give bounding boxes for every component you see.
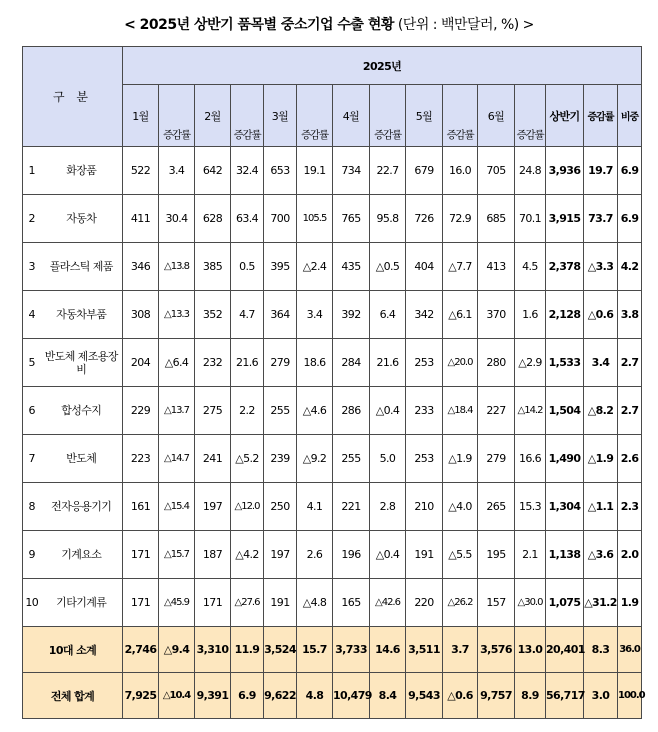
half-total-cell: 1,304 — [546, 483, 584, 531]
value-cell: 413 — [478, 243, 515, 291]
value-cell: 7,925 — [123, 673, 159, 719]
value-cell: 370 — [478, 291, 515, 339]
header-year: 2025년 — [123, 47, 642, 85]
table-title — [0, 14, 658, 34]
value-cell: 286 — [333, 387, 370, 435]
rate-cell: △10.4 — [159, 673, 195, 719]
rate-cell: △20.0 — [443, 339, 478, 387]
rate-cell: △9.2 — [297, 435, 333, 483]
value-cell: 364 — [264, 291, 297, 339]
value-cell: 279 — [478, 435, 515, 483]
header-share: 비중 — [618, 85, 642, 147]
half-total-cell: 3,936 — [546, 147, 584, 195]
summary-row — [23, 673, 642, 719]
value-cell: 232 — [195, 339, 231, 387]
half-rate-cell: 3.4 — [584, 339, 618, 387]
value-cell: 411 — [123, 195, 159, 243]
header-half: 상반기 — [546, 85, 584, 147]
value-cell: 191 — [264, 579, 297, 627]
rate-cell: △30.0 — [515, 579, 546, 627]
item-name: 플라스틱 제품 — [41, 243, 123, 291]
value-cell: 204 — [123, 339, 159, 387]
rate-cell: 21.6 — [370, 339, 406, 387]
share-cell: 4.2 — [618, 243, 642, 291]
value-cell: 157 — [478, 579, 515, 627]
value-cell: 395 — [264, 243, 297, 291]
rate-cell: 63.4 — [231, 195, 264, 243]
value-cell: 3,310 — [195, 627, 231, 673]
rate-cell: △14.7 — [159, 435, 195, 483]
half-total-cell: 1,075 — [546, 579, 584, 627]
rate-cell: 72.9 — [443, 195, 478, 243]
item-name: 반도체 — [41, 435, 123, 483]
share-cell: 6.9 — [618, 147, 642, 195]
rate-cell: 6.4 — [370, 291, 406, 339]
rate-cell: 4.8 — [297, 673, 333, 719]
value-cell: 253 — [406, 339, 443, 387]
rate-cell: 16.6 — [515, 435, 546, 483]
rate-cell: △26.2 — [443, 579, 478, 627]
table-row — [23, 243, 642, 291]
table-body — [23, 147, 645, 719]
summary-name: 전체 합계 — [23, 673, 123, 719]
rate-cell: 3.4 — [159, 147, 195, 195]
value-cell: 253 — [406, 435, 443, 483]
share-cell: 2.3 — [618, 483, 642, 531]
title-unit: (단위 : 백만달러, %) > — [397, 17, 534, 33]
row-number: 4 — [23, 291, 41, 339]
value-cell: 700 — [264, 195, 297, 243]
value-cell: 275 — [195, 387, 231, 435]
value-cell: 229 — [123, 387, 159, 435]
rate-cell: △27.6 — [231, 579, 264, 627]
table-row — [23, 339, 642, 387]
value-cell: 171 — [195, 579, 231, 627]
rate-cell: △0.4 — [370, 531, 406, 579]
rate-cell: 1.6 — [515, 291, 546, 339]
rate-cell: 15.3 — [515, 483, 546, 531]
row-number: 10 — [23, 579, 41, 627]
value-cell: 642 — [195, 147, 231, 195]
half-total-cell: 2,128 — [546, 291, 584, 339]
half-rate-cell: △8.2 — [584, 387, 618, 435]
value-cell: 9,391 — [195, 673, 231, 719]
value-cell: 171 — [123, 531, 159, 579]
rate-cell: 0.5 — [231, 243, 264, 291]
value-cell: 726 — [406, 195, 443, 243]
rate-cell: 22.7 — [370, 147, 406, 195]
header-rate: 증감률 — [370, 85, 406, 147]
half-total-cell: 2,378 — [546, 243, 584, 291]
rate-cell: 11.9 — [231, 627, 264, 673]
row-number: 9 — [23, 531, 41, 579]
half-rate-cell: △3.6 — [584, 531, 618, 579]
item-name: 자동차부품 — [41, 291, 123, 339]
header-rate: 증감률 — [231, 85, 264, 147]
value-cell: 220 — [406, 579, 443, 627]
rate-cell: △13.8 — [159, 243, 195, 291]
half-total-cell: 1,490 — [546, 435, 584, 483]
value-cell: 161 — [123, 483, 159, 531]
row-number: 7 — [23, 435, 41, 483]
value-cell: 223 — [123, 435, 159, 483]
half-rate-cell: △3.3 — [584, 243, 618, 291]
rate-cell: 2.8 — [370, 483, 406, 531]
rate-cell: △5.2 — [231, 435, 264, 483]
rate-cell: △7.7 — [443, 243, 478, 291]
share-cell: 2.7 — [618, 339, 642, 387]
value-cell: 191 — [406, 531, 443, 579]
header-rate: 증감률 — [297, 85, 333, 147]
half-total-cell: 1,533 — [546, 339, 584, 387]
table-row — [23, 387, 642, 435]
rate-cell: 8.9 — [515, 673, 546, 719]
rate-cell: △4.6 — [297, 387, 333, 435]
rate-cell: △14.2 — [515, 387, 546, 435]
rate-cell: 13.0 — [515, 627, 546, 673]
header-rate: 증감률 — [159, 85, 195, 147]
rate-cell: 16.0 — [443, 147, 478, 195]
rate-cell: △15.4 — [159, 483, 195, 531]
table-row — [23, 291, 642, 339]
rate-cell: 2.2 — [231, 387, 264, 435]
rate-cell: 95.8 — [370, 195, 406, 243]
value-cell: 2,746 — [123, 627, 159, 673]
value-cell: 171 — [123, 579, 159, 627]
rate-cell: △2.9 — [515, 339, 546, 387]
rate-cell: 105.5 — [297, 195, 333, 243]
row-number: 8 — [23, 483, 41, 531]
value-cell: 705 — [478, 147, 515, 195]
rate-cell: △12.0 — [231, 483, 264, 531]
rate-cell: 18.6 — [297, 339, 333, 387]
rate-cell: △0.5 — [370, 243, 406, 291]
value-cell: 352 — [195, 291, 231, 339]
header-month: 3월 — [264, 85, 297, 147]
value-cell: 3,511 — [406, 627, 443, 673]
share-cell: 100.0 — [618, 673, 642, 719]
rate-cell: 6.9 — [231, 673, 264, 719]
half-total-cell: 56,717 — [546, 673, 584, 719]
export-table — [22, 46, 645, 719]
rate-cell: 2.6 — [297, 531, 333, 579]
rate-cell: 14.6 — [370, 627, 406, 673]
value-cell: 10,479 — [333, 673, 370, 719]
value-cell: 342 — [406, 291, 443, 339]
value-cell: 279 — [264, 339, 297, 387]
title-main: < 2025년 상반기 품목별 중소기업 수출 현황 — [124, 17, 394, 33]
half-rate-cell: △1.1 — [584, 483, 618, 531]
rate-cell: △9.4 — [159, 627, 195, 673]
share-cell: 2.7 — [618, 387, 642, 435]
rate-cell: 30.4 — [159, 195, 195, 243]
value-cell: 284 — [333, 339, 370, 387]
half-total-cell: 20,401 — [546, 627, 584, 673]
summary-name: 10대 소계 — [23, 627, 123, 673]
half-rate-cell: 8.3 — [584, 627, 618, 673]
value-cell: 280 — [478, 339, 515, 387]
half-rate-cell: △1.9 — [584, 435, 618, 483]
table-row — [23, 531, 642, 579]
header-month: 1월 — [123, 85, 159, 147]
rate-cell: 4.7 — [231, 291, 264, 339]
rate-cell: 19.1 — [297, 147, 333, 195]
rate-cell: △13.3 — [159, 291, 195, 339]
rate-cell: △4.0 — [443, 483, 478, 531]
rate-cell: △6.1 — [443, 291, 478, 339]
share-cell: 2.6 — [618, 435, 642, 483]
value-cell: 195 — [478, 531, 515, 579]
table-row — [23, 483, 642, 531]
rate-cell: △0.4 — [370, 387, 406, 435]
rate-cell: △5.5 — [443, 531, 478, 579]
value-cell: 385 — [195, 243, 231, 291]
rate-cell: △6.4 — [159, 339, 195, 387]
value-cell: 239 — [264, 435, 297, 483]
row-number: 3 — [23, 243, 41, 291]
half-rate-cell: △31.2 — [584, 579, 618, 627]
value-cell: 210 — [406, 483, 443, 531]
header-rate: 증감률 — [515, 85, 546, 147]
table-row — [23, 435, 642, 483]
half-rate-cell: 3.0 — [584, 673, 618, 719]
value-cell: 227 — [478, 387, 515, 435]
value-cell: 685 — [478, 195, 515, 243]
half-rate-cell: △0.6 — [584, 291, 618, 339]
rate-cell: △15.7 — [159, 531, 195, 579]
header-month: 5월 — [406, 85, 443, 147]
value-cell: 250 — [264, 483, 297, 531]
half-total-cell: 1,504 — [546, 387, 584, 435]
table-row — [23, 195, 642, 243]
table-row — [23, 147, 642, 195]
value-cell: 653 — [264, 147, 297, 195]
value-cell: 255 — [264, 387, 297, 435]
share-cell: 2.0 — [618, 531, 642, 579]
item-name: 기계요소 — [41, 531, 123, 579]
half-rate-cell: 73.7 — [584, 195, 618, 243]
value-cell: 221 — [333, 483, 370, 531]
value-cell: 308 — [123, 291, 159, 339]
value-cell: 404 — [406, 243, 443, 291]
value-cell: 233 — [406, 387, 443, 435]
header-month: 4월 — [333, 85, 370, 147]
item-name: 합성수지 — [41, 387, 123, 435]
value-cell: 765 — [333, 195, 370, 243]
item-name: 화장품 — [41, 147, 123, 195]
half-total-cell: 3,915 — [546, 195, 584, 243]
rate-cell: △0.6 — [443, 673, 478, 719]
rate-cell: △2.4 — [297, 243, 333, 291]
rate-cell: 3.4 — [297, 291, 333, 339]
header-half-rate: 증감률 — [584, 85, 618, 147]
rate-cell: 32.4 — [231, 147, 264, 195]
value-cell: 187 — [195, 531, 231, 579]
value-cell: 241 — [195, 435, 231, 483]
row-number: 1 — [23, 147, 41, 195]
header-rate: 증감률 — [443, 85, 478, 147]
value-cell: 435 — [333, 243, 370, 291]
rate-cell: 2.1 — [515, 531, 546, 579]
value-cell: 197 — [195, 483, 231, 531]
share-cell: 3.8 — [618, 291, 642, 339]
summary-row — [23, 627, 642, 673]
item-name: 전자응용기기 — [41, 483, 123, 531]
rate-cell: 21.6 — [231, 339, 264, 387]
share-cell: 36.0 — [618, 627, 642, 673]
rate-cell: △4.2 — [231, 531, 264, 579]
value-cell: 9,622 — [264, 673, 297, 719]
value-cell: 522 — [123, 147, 159, 195]
half-rate-cell: 19.7 — [584, 147, 618, 195]
value-cell: 265 — [478, 483, 515, 531]
value-cell: 392 — [333, 291, 370, 339]
rate-cell: △45.9 — [159, 579, 195, 627]
row-number: 2 — [23, 195, 41, 243]
share-cell: 1.9 — [618, 579, 642, 627]
rate-cell: 15.7 — [297, 627, 333, 673]
rate-cell: 8.4 — [370, 673, 406, 719]
value-cell: 196 — [333, 531, 370, 579]
item-name: 자동차 — [41, 195, 123, 243]
rate-cell: 4.1 — [297, 483, 333, 531]
rate-cell: △42.6 — [370, 579, 406, 627]
header-month: 6월 — [478, 85, 515, 147]
value-cell: 165 — [333, 579, 370, 627]
share-cell: 6.9 — [618, 195, 642, 243]
rate-cell: △13.7 — [159, 387, 195, 435]
table-row — [23, 579, 642, 627]
value-cell: 197 — [264, 531, 297, 579]
value-cell: 3,576 — [478, 627, 515, 673]
rate-cell: 3.7 — [443, 627, 478, 673]
value-cell: 3,524 — [264, 627, 297, 673]
item-name: 반도체 제조용장비 — [41, 339, 123, 387]
rate-cell: 70.1 — [515, 195, 546, 243]
rate-cell: △18.4 — [443, 387, 478, 435]
rate-cell: 5.0 — [370, 435, 406, 483]
value-cell: 679 — [406, 147, 443, 195]
header-gubun: 구 분 — [23, 47, 123, 147]
row-number: 5 — [23, 339, 41, 387]
rate-cell: △1.9 — [443, 435, 478, 483]
value-cell: 3,733 — [333, 627, 370, 673]
row-number: 6 — [23, 387, 41, 435]
value-cell: 9,543 — [406, 673, 443, 719]
value-cell: 255 — [333, 435, 370, 483]
item-name: 기타기계류 — [41, 579, 123, 627]
value-cell: 628 — [195, 195, 231, 243]
value-cell: 734 — [333, 147, 370, 195]
rate-cell: △4.8 — [297, 579, 333, 627]
half-total-cell: 1,138 — [546, 531, 584, 579]
value-cell: 346 — [123, 243, 159, 291]
rate-cell: 4.5 — [515, 243, 546, 291]
header-month: 2월 — [195, 85, 231, 147]
value-cell: 9,757 — [478, 673, 515, 719]
rate-cell: 24.8 — [515, 147, 546, 195]
